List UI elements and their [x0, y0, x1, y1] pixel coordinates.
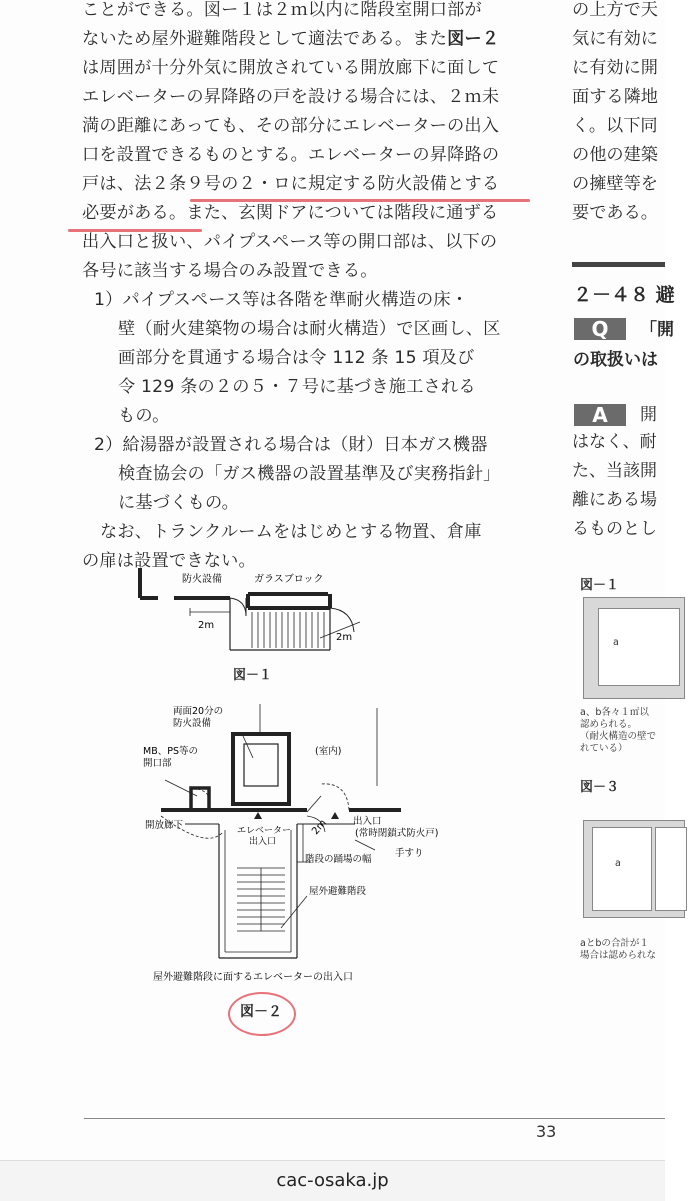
section-rule — [572, 262, 665, 267]
figure-2-diagram — [125, 700, 439, 990]
figure-1-dim-right: 2m — [336, 632, 353, 643]
text-line: の上方で天 — [572, 0, 658, 20]
figure-2-label: 防火設備 — [173, 718, 212, 729]
footer-rule — [84, 1118, 665, 1119]
highlight-underline — [190, 199, 530, 202]
figure-2-label: 手すり — [395, 848, 424, 859]
figure-2-label: 出入口 — [249, 837, 277, 847]
text-line: の扉は設置できない。 — [82, 551, 256, 571]
figure-2-caption: 図－２ — [240, 1004, 282, 1020]
domain-label[interactable]: cac-osaka.jp — [276, 1170, 389, 1191]
figure-2-label: エレベーター — [237, 826, 292, 836]
text-line: ことができる。図ー１は２ｍ以内に階段室開口部が — [82, 0, 482, 20]
figure-1-dim-left: 2m — [198, 620, 215, 631]
question-text: 「開 — [640, 320, 674, 340]
list-item-1: 1）パイプスペース等は各階を準耐火構造の床・ 壁（耐火建築物の場合は耐火構造）で区画し、区 画部分を貫通する場合は令 112 条 15 項及び 令 129 条の２の５・７号に基づき施工される もの。 — [94, 290, 501, 426]
text-line: なお、トランクルームをはじめとする物置、倉庫 — [100, 522, 482, 542]
text-line: に有効に開 — [572, 58, 658, 78]
list-item-2: 2）給湯器が設置される場合は（財）日本ガス機器 検査協会の「ガス機器の設置基準及び実務指針」 に基づくもの。 — [94, 435, 501, 513]
triangle-marker — [254, 812, 262, 819]
figure-2-label: 2m — [310, 817, 329, 838]
figure-2-label: (室内) — [315, 746, 342, 757]
text-line: エレベーターの昇降路の戸を設ける場合には、２ｍ未 — [82, 87, 500, 107]
figure-2-label: 開口部 — [143, 758, 172, 769]
main-text-column — [82, 0, 542, 576]
figure-caption: （耐火構造の壁で — [580, 731, 657, 742]
figure-2-label: 屋外避難階段 — [309, 886, 367, 897]
right-figure-1-label: 図－１ — [580, 578, 620, 593]
figure-caption: 認められる。 — [580, 719, 638, 730]
figure-2-label: 両面20分の — [173, 706, 224, 717]
text-line: はなく、耐 — [572, 432, 657, 452]
text-line: 面する隣地 — [572, 87, 658, 107]
figure-2-caption-long: 屋外避難階段に面するエレベーターの出入口 — [153, 972, 353, 983]
figure-2-label: MB、PS等の — [143, 746, 198, 757]
figure-2-label: (常時閉鎖式防火戸) — [355, 828, 439, 839]
highlighted-text: また、玄関ドアについては階段に通ずる — [186, 203, 499, 223]
text-line: 必要がある。また、玄関ドアについては階段に通ずる — [82, 203, 499, 223]
figure-caption: a、b各々１㎡以 — [580, 707, 649, 718]
figure-1-caption: 図－１ — [233, 668, 273, 683]
text-line: 離にある場 — [572, 490, 657, 510]
cell-label: a — [613, 637, 619, 648]
q-badge: Q — [574, 318, 626, 340]
figure-2-label: 階段の踊場の幅 — [305, 854, 372, 865]
figure-caption: aとbの合計が１ — [580, 938, 649, 949]
text-line: 戸は、法２条９号の２・ロに規定する防火設備とする — [82, 174, 500, 194]
text-line: 各号に該当する場合のみ設置できる。 — [82, 261, 378, 281]
cell-label: a — [615, 858, 621, 869]
text-line: 満の距離にあっても、その部分にエレベーターの出入 — [82, 116, 500, 136]
text-line: の他の建築 — [572, 145, 658, 165]
text-line: は周囲が十分外気に開放されている開放廊下に面して — [82, 58, 500, 78]
page-number: 33 — [536, 1122, 557, 1141]
question-text: の取扱いは — [573, 350, 658, 370]
figure-caption: れている） — [580, 743, 628, 754]
text-line: の擁壁等を — [572, 174, 658, 194]
text-line: 口を設置できるものとする。エレベーターの昇降路の — [82, 145, 500, 165]
highlight-underline — [68, 229, 202, 232]
right-figure-3-cell — [655, 827, 687, 911]
section-title: ２－４８ 避 — [573, 284, 675, 306]
text-line: ないため屋外避難階段として適法である。また図ー２ — [82, 29, 500, 49]
figure-2-label: 開放廊下 — [145, 820, 184, 831]
right-figure-3-label: 図－３ — [580, 780, 620, 795]
text-line: 出入口と扱い、パイプスペース等の開口部は、以下の — [82, 232, 498, 252]
text-line: 要である。 — [572, 203, 658, 223]
a-badge: A — [574, 404, 626, 426]
answer-lines — [572, 428, 657, 544]
figure-1-label-glass: ガラスブロック — [254, 574, 324, 585]
figure-2-label: 出入口 — [353, 816, 382, 827]
figure-1-label-fire: 防火設備 — [182, 574, 222, 585]
figure-caption: 場合は認められな — [580, 950, 657, 961]
right-text-column — [572, 0, 692, 228]
triangle-marker — [331, 812, 339, 819]
answer-text: 開 — [640, 405, 657, 425]
right-figure-1-cell — [598, 608, 680, 686]
text-line: く。以下同 — [572, 116, 658, 136]
figure-ref: 図ー２ — [447, 29, 500, 49]
text-line: た、当該開 — [572, 461, 657, 481]
text-line: 気に有効に — [572, 29, 658, 49]
highlighted-text: 出入口と扱い — [82, 232, 187, 252]
text-line: るものとし — [572, 519, 657, 539]
right-figure-3-cell — [592, 827, 652, 911]
